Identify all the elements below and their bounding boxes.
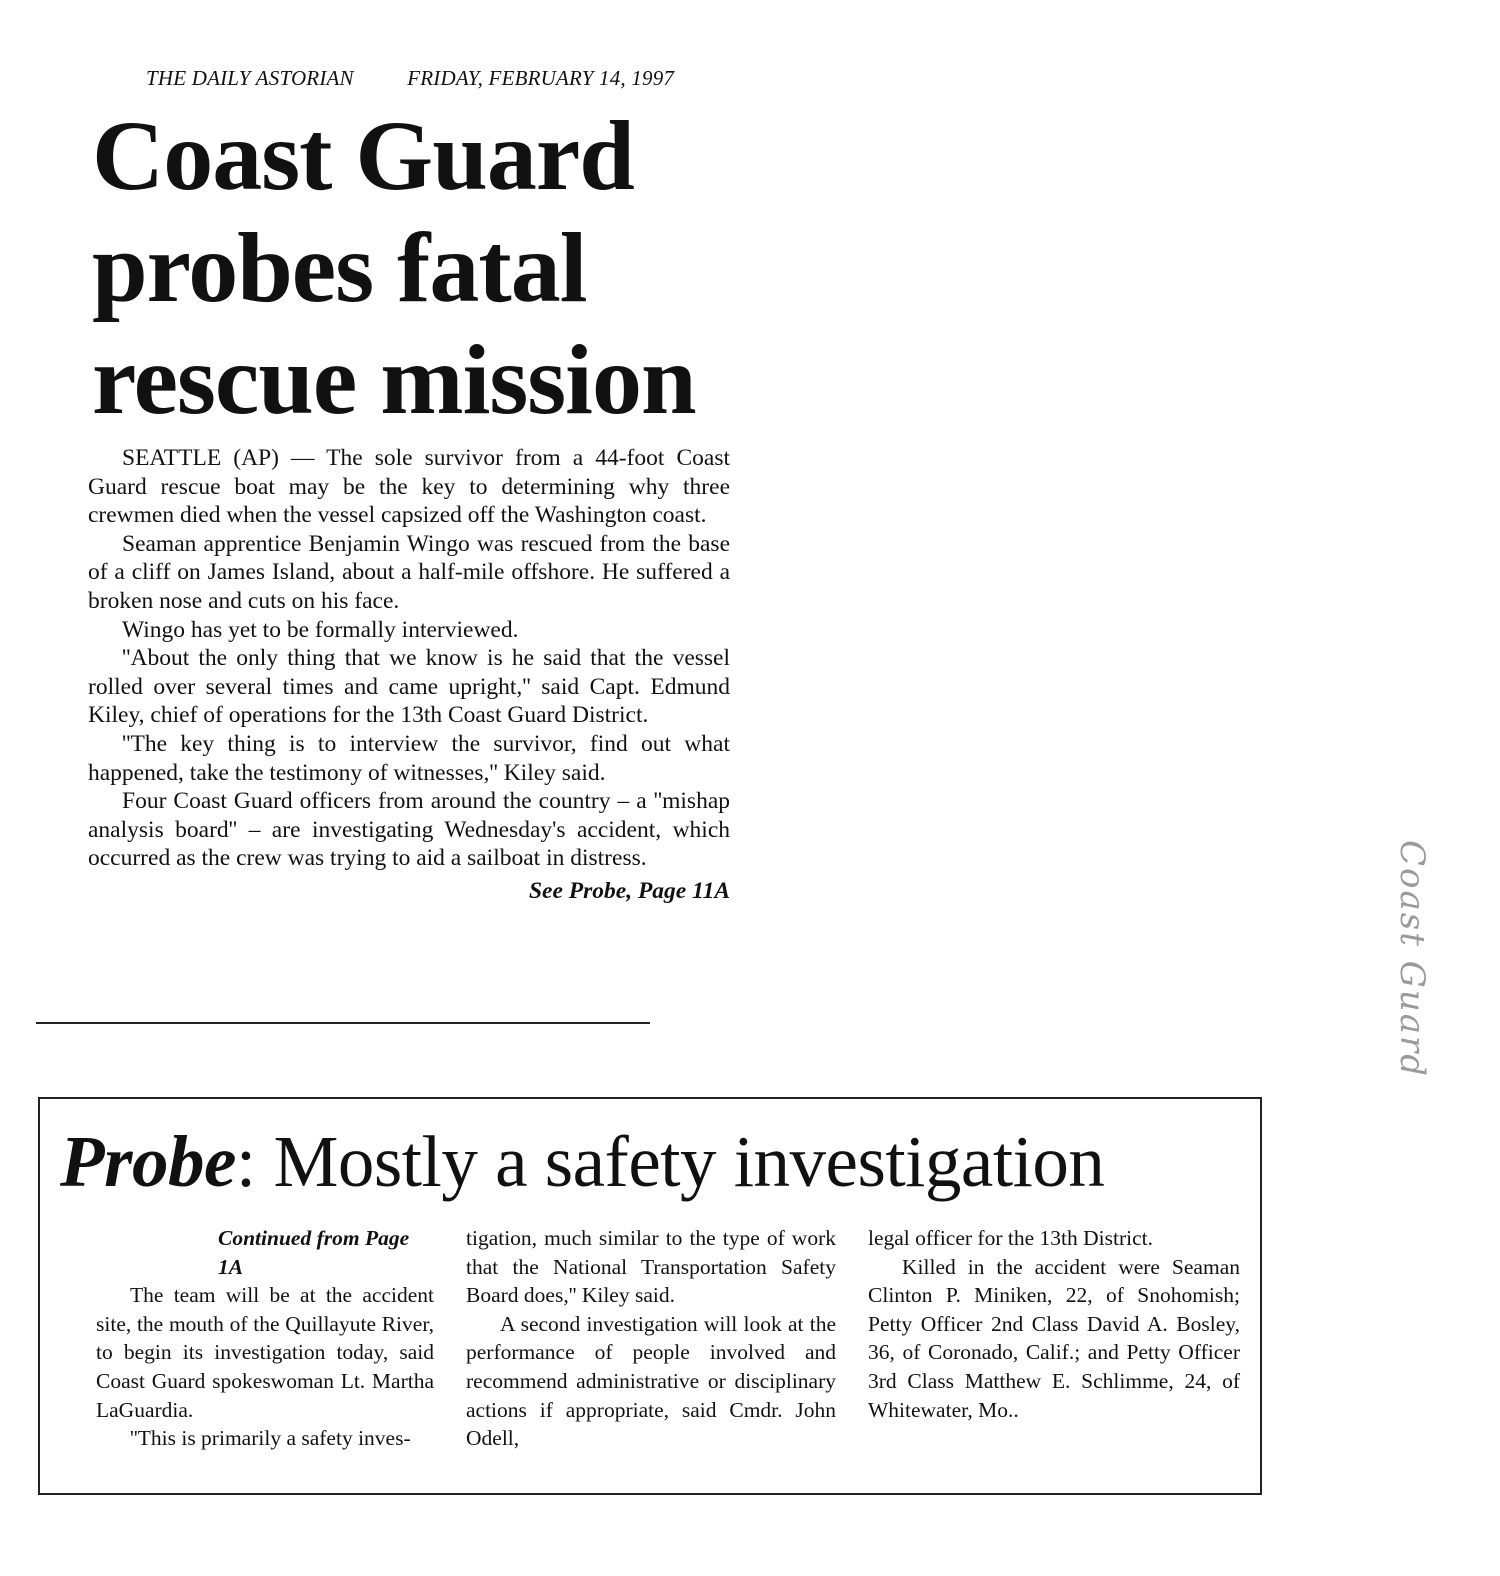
headline-line: probes fatal bbox=[92, 212, 587, 323]
article-paragraph: ''The key thing is to interview the survivor, find out what happened, take the testimony of witnesses,'' Kiley said. bbox=[88, 730, 730, 786]
headline-lead: Probe bbox=[60, 1121, 236, 1202]
column-3 bbox=[868, 1224, 1240, 1424]
continuation-headline bbox=[60, 1117, 1104, 1207]
continued-from: Continued from Page 1A bbox=[218, 1226, 410, 1279]
article-paragraph: tigation, much similar to the type of work that the National Transportation Safety Board does,'' Kiley said. bbox=[466, 1226, 836, 1308]
headline-rest: : Mostly a safety investigation bbox=[235, 1121, 1105, 1202]
newspaper-name: THE DAILY ASTORIAN bbox=[146, 66, 354, 90]
article-paragraph: ''About the only thing that we know is he said that the vessel rolled over several times and came upright,'' said Capt. Edmund Kiley, chief of operations for the 13th Coast Guard District. bbox=[88, 645, 730, 729]
article-paragraph: legal officer for the 13th District. bbox=[868, 1226, 1153, 1250]
handwritten-margin-note: Coast Guard bbox=[1392, 840, 1432, 1079]
headline bbox=[92, 100, 792, 436]
publication-date: FRIDAY, FEBRUARY 14, 1997 bbox=[407, 66, 675, 90]
article-paragraph: A second investigation will look at the performance of people involved and recommend administrative or disciplinary actions if appropriate, said Cmdr. John Odell, bbox=[466, 1311, 836, 1451]
jump-reference: See Probe, Page 11A bbox=[528, 877, 730, 904]
article-paragraph: The team will be at the accident site, the mouth of the Quillayute River, to begin its investigation today, said Coast Guard spokeswoman Lt. Martha LaGuardia. bbox=[96, 1283, 434, 1422]
continuation-box bbox=[38, 1097, 1262, 1495]
masthead bbox=[112, 66, 674, 91]
column-1 bbox=[96, 1224, 434, 1453]
article-paragraph: SEATTLE (AP) — The sole survivor from a 44-foot Coast Guard rescue boat may be the key to determining why three crewmen died when the vessel capsized off the Washington coast. bbox=[88, 445, 730, 529]
article-paragraph: ''This is primarily a safety inves- bbox=[130, 1426, 411, 1451]
headline-line: rescue mission bbox=[92, 324, 696, 435]
article-paragraph: Wingo has yet to be formally interviewed. bbox=[122, 616, 519, 643]
article-paragraph: Four Coast Guard officers from around the country – a ''mishap analysis board'' – are investigating Wednesday's accident, which occurred as the crew was trying to aid a sailboat in distress. bbox=[88, 788, 730, 872]
article-paragraph: Killed in the accident were Seaman Clinton P. Miniken, 22, of Snohomish; Petty Officer 2nd Class David A. Bosley, 36, of Coronado, Calif.; and Petty Officer 3rd Class Matthew E. Schlimme, 24, of Whitewater, Mo.. bbox=[868, 1254, 1240, 1422]
section-divider bbox=[36, 1022, 650, 1024]
column-2 bbox=[466, 1224, 836, 1453]
article-paragraph: Seaman apprentice Benjamin Wingo was rescued from the base of a cliff on James Island, about a half-mile offshore. He suffered a broken nose and cuts on his face. bbox=[88, 530, 730, 614]
headline-line: Coast Guard bbox=[92, 100, 634, 211]
article-body bbox=[88, 444, 730, 906]
